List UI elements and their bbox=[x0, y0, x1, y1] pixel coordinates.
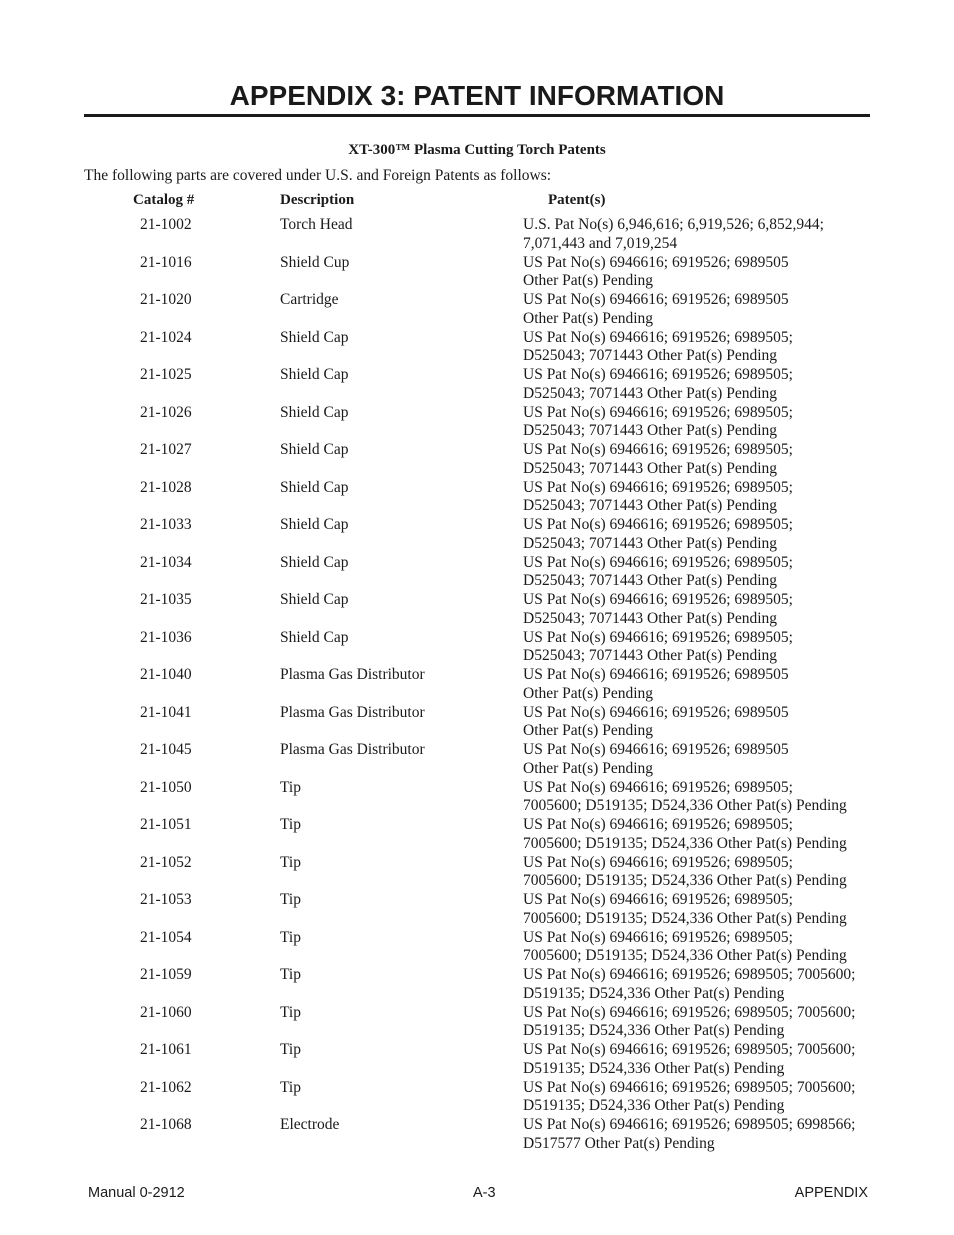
patent-line-1: US Pat No(s) 6946616; 6919526; 6989505 bbox=[523, 703, 789, 721]
patent-line-1: US Pat No(s) 6946616; 6919526; 6989505; bbox=[523, 516, 793, 533]
catalog-number: 21-1002 bbox=[140, 216, 192, 233]
patent-info bbox=[523, 291, 873, 328]
part-description: Shield Cap bbox=[280, 553, 349, 571]
catalog-number: 21-1053 bbox=[140, 891, 192, 908]
part-description: Shield Cap bbox=[280, 591, 349, 608]
patent-line-1: US Pat No(s) 6946616; 6919526; 6989505 bbox=[523, 741, 789, 758]
patent-line-2: D525043; 7071443 Other Pat(s) Pending bbox=[523, 422, 778, 439]
patent-line-2: 7005600; D519135; D524,336 Other Pat(s) Pending bbox=[523, 872, 847, 889]
table-row bbox=[0, 404, 954, 442]
patent-line-2: D525043; 7071443 Other Pat(s) Pending bbox=[523, 459, 778, 477]
section-subtitle: XT-300™ Plasma Cutting Torch Patents bbox=[348, 142, 606, 158]
patent-line-1: US Pat No(s) 6946616; 6919526; 6989505; bbox=[523, 778, 793, 796]
table-row bbox=[0, 929, 954, 967]
part-description: Torch Head bbox=[280, 216, 353, 233]
table-row bbox=[0, 479, 954, 517]
intro-text: The following parts are covered under U.S. and Foreign Patents as follows: bbox=[84, 167, 552, 184]
patent-line-2: D519135; D524,336 Other Pat(s) Pending bbox=[523, 1097, 785, 1114]
catalog-number: 21-1028 bbox=[140, 478, 192, 496]
catalog-number: 21-1059 bbox=[140, 966, 192, 983]
patent-info bbox=[523, 591, 873, 628]
catalog-number: 21-1054 bbox=[140, 928, 192, 946]
part-description: Shield Cap bbox=[280, 366, 349, 383]
patent-line-1: US Pat No(s) 6946616; 6919526; 6989505; bbox=[523, 403, 793, 421]
patent-line-1: US Pat No(s) 6946616; 6919526; 6989505; bbox=[523, 591, 793, 608]
table-row bbox=[0, 254, 954, 292]
catalog-number: 21-1062 bbox=[140, 1078, 192, 1096]
part-description: Tip bbox=[280, 1041, 301, 1058]
patent-line-1: US Pat No(s) 6946616; 6919526; 6989505; bbox=[523, 366, 793, 383]
catalog-number: 21-1061 bbox=[140, 1041, 192, 1058]
patent-line-1: US Pat No(s) 6946616; 6919526; 6989505; 7005600; bbox=[523, 966, 856, 983]
table-row bbox=[0, 441, 954, 479]
patent-line-2: D525043; 7071443 Other Pat(s) Pending bbox=[523, 384, 778, 402]
table-row bbox=[0, 704, 954, 742]
part-description: Shield Cap bbox=[280, 328, 349, 346]
part-description: Shield Cup bbox=[280, 253, 350, 271]
table-row bbox=[0, 554, 954, 592]
part-description: Tip bbox=[280, 816, 301, 833]
patent-line-2: 7005600; D519135; D524,336 Other Pat(s) Pending bbox=[523, 797, 847, 814]
patent-line-1: US Pat No(s) 6946616; 6919526; 6989505 bbox=[523, 291, 789, 308]
part-description: Cartridge bbox=[280, 291, 339, 308]
part-description: Tip bbox=[280, 891, 301, 908]
patent-line-2: Other Pat(s) Pending bbox=[523, 722, 654, 739]
patent-info bbox=[523, 629, 873, 666]
patent-line-2: Other Pat(s) Pending bbox=[523, 272, 654, 289]
patent-line-2: D525043; 7071443 Other Pat(s) Pending bbox=[523, 497, 778, 514]
catalog-number: 21-1052 bbox=[140, 853, 192, 871]
catalog-number: 21-1045 bbox=[140, 741, 192, 758]
page-title: APPENDIX 3: PATENT INFORMATION bbox=[229, 80, 725, 111]
patent-line-2: 7,071,443 and 7,019,254 bbox=[523, 234, 678, 252]
catalog-number: 21-1041 bbox=[140, 703, 192, 721]
catalog-number: 21-1020 bbox=[140, 291, 192, 308]
patent-line-1: US Pat No(s) 6946616; 6919526; 6989505; 7005600; bbox=[523, 1078, 856, 1096]
patent-info bbox=[523, 966, 873, 1003]
catalog-number: 21-1035 bbox=[140, 591, 192, 608]
patent-info bbox=[523, 704, 873, 741]
patent-line-1: US Pat No(s) 6946616; 6919526; 6989505; 7005600; bbox=[523, 1041, 856, 1058]
table-row bbox=[0, 216, 954, 254]
patent-line-1: US Pat No(s) 6946616; 6919526; 6989505; bbox=[523, 853, 793, 871]
table-row bbox=[0, 779, 954, 817]
patent-line-1: US Pat No(s) 6946616; 6919526; 6989505; bbox=[523, 478, 793, 496]
part-description: Shield Cap bbox=[280, 628, 349, 646]
footer-section: APPENDIX bbox=[794, 1185, 868, 1201]
catalog-number: 21-1025 bbox=[140, 366, 192, 383]
header-description: Description bbox=[280, 192, 355, 208]
catalog-number: 21-1026 bbox=[140, 403, 192, 421]
patent-line-1: US Pat No(s) 6946616; 6919526; 6989505 bbox=[523, 666, 789, 683]
catalog-number: 21-1060 bbox=[140, 1003, 192, 1021]
patent-info bbox=[523, 854, 873, 891]
part-description: Plasma Gas Distributor bbox=[280, 741, 425, 758]
patent-line-1: US Pat No(s) 6946616; 6919526; 6989505; bbox=[523, 816, 793, 833]
part-description: Electrode bbox=[280, 1116, 340, 1133]
patent-line-1: US Pat No(s) 6946616; 6919526; 6989505; bbox=[523, 553, 793, 571]
patent-info bbox=[523, 1116, 873, 1153]
catalog-number: 21-1040 bbox=[140, 666, 192, 683]
patent-line-2: 7005600; D519135; D524,336 Other Pat(s) Pending bbox=[523, 947, 847, 964]
part-description: Shield Cap bbox=[280, 403, 349, 421]
part-description: Tip bbox=[280, 853, 301, 871]
table-row bbox=[0, 1079, 954, 1117]
patent-info bbox=[523, 666, 873, 703]
patent-line-1: U.S. Pat No(s) 6,946,616; 6,919,526; 6,852,944; bbox=[523, 216, 824, 233]
patent-info bbox=[523, 929, 873, 966]
patent-info bbox=[523, 479, 873, 516]
table-row bbox=[0, 329, 954, 367]
patent-line-2: 7005600; D519135; D524,336 Other Pat(s) Pending bbox=[523, 834, 847, 852]
table-row bbox=[0, 854, 954, 892]
table-row bbox=[0, 741, 954, 779]
patent-line-2: 7005600; D519135; D524,336 Other Pat(s) Pending bbox=[523, 909, 847, 927]
patent-line-2: D525043; 7071443 Other Pat(s) Pending bbox=[523, 534, 778, 552]
part-description: Tip bbox=[280, 1078, 301, 1096]
patent-info bbox=[523, 516, 873, 553]
table-row bbox=[0, 816, 954, 854]
part-description: Tip bbox=[280, 928, 301, 946]
patent-line-1: US Pat No(s) 6946616; 6919526; 6989505 bbox=[523, 253, 789, 271]
patent-info bbox=[523, 1079, 873, 1116]
table-row bbox=[0, 666, 954, 704]
patent-line-2: D519135; D524,336 Other Pat(s) Pending bbox=[523, 1022, 785, 1039]
table-row bbox=[0, 891, 954, 929]
catalog-number: 21-1033 bbox=[140, 516, 192, 533]
part-description: Shield Cap bbox=[280, 478, 349, 496]
patent-info bbox=[523, 1004, 873, 1041]
patent-info bbox=[523, 554, 873, 591]
catalog-number: 21-1051 bbox=[140, 816, 192, 833]
header-patents: Patent(s) bbox=[548, 192, 606, 208]
part-description: Tip bbox=[280, 778, 301, 796]
catalog-number: 21-1024 bbox=[140, 328, 192, 346]
title-rule bbox=[84, 114, 870, 117]
patent-line-2: D519135; D524,336 Other Pat(s) Pending bbox=[523, 984, 785, 1002]
patent-line-2: D517577 Other Pat(s) Pending bbox=[523, 1134, 715, 1152]
table-row bbox=[0, 629, 954, 667]
patent-line-2: Other Pat(s) Pending bbox=[523, 684, 654, 702]
table-row bbox=[0, 591, 954, 629]
patent-line-1: US Pat No(s) 6946616; 6919526; 6989505; 6998566; bbox=[523, 1116, 856, 1133]
patent-info bbox=[523, 779, 873, 816]
patent-line-2: Other Pat(s) Pending bbox=[523, 759, 654, 777]
patent-line-2: D519135; D524,336 Other Pat(s) Pending bbox=[523, 1059, 785, 1077]
catalog-number: 21-1036 bbox=[140, 628, 192, 646]
patent-info bbox=[523, 891, 873, 928]
footer-manual-number: Manual 0-2912 bbox=[88, 1185, 185, 1201]
patent-line-1: US Pat No(s) 6946616; 6919526; 6989505; 7005600; bbox=[523, 1003, 856, 1021]
part-description: Tip bbox=[280, 966, 301, 983]
table-row bbox=[0, 516, 954, 554]
patent-line-2: D525043; 7071443 Other Pat(s) Pending bbox=[523, 347, 778, 364]
part-description: Shield Cap bbox=[280, 441, 349, 458]
catalog-number: 21-1016 bbox=[140, 253, 192, 271]
patent-line-2: D525043; 7071443 Other Pat(s) Pending bbox=[523, 609, 778, 627]
patent-line-1: US Pat No(s) 6946616; 6919526; 6989505; bbox=[523, 328, 793, 346]
patent-info bbox=[523, 216, 873, 253]
patent-line-2: D525043; 7071443 Other Pat(s) Pending bbox=[523, 572, 778, 589]
table-row bbox=[0, 291, 954, 329]
patent-info bbox=[523, 404, 873, 441]
part-description: Shield Cap bbox=[280, 516, 349, 533]
table-row bbox=[0, 1116, 954, 1154]
header-catalog: Catalog # bbox=[133, 192, 195, 208]
table-row bbox=[0, 1004, 954, 1042]
patent-line-1: US Pat No(s) 6946616; 6919526; 6989505; bbox=[523, 628, 793, 646]
catalog-number: 21-1068 bbox=[140, 1116, 192, 1133]
patent-info bbox=[523, 441, 873, 478]
catalog-number: 21-1034 bbox=[140, 553, 192, 571]
part-description: Plasma Gas Distributor bbox=[280, 666, 425, 683]
patent-line-2: D525043; 7071443 Other Pat(s) Pending bbox=[523, 647, 778, 664]
catalog-number: 21-1050 bbox=[140, 778, 192, 796]
table-row bbox=[0, 966, 954, 1004]
table-row bbox=[0, 1041, 954, 1079]
patent-line-1: US Pat No(s) 6946616; 6919526; 6989505; bbox=[523, 891, 793, 908]
part-description: Tip bbox=[280, 1003, 301, 1021]
patent-info bbox=[523, 816, 873, 853]
patent-info bbox=[523, 254, 873, 291]
patent-info bbox=[523, 741, 873, 778]
patent-info bbox=[523, 329, 873, 366]
catalog-number: 21-1027 bbox=[140, 441, 192, 458]
patent-line-1: US Pat No(s) 6946616; 6919526; 6989505; bbox=[523, 928, 793, 946]
part-description: Plasma Gas Distributor bbox=[280, 703, 425, 721]
footer-page-number: A-3 bbox=[473, 1185, 496, 1201]
patent-table bbox=[0, 216, 954, 1154]
patent-line-1: US Pat No(s) 6946616; 6919526; 6989505; bbox=[523, 441, 793, 458]
patent-info bbox=[523, 366, 873, 403]
patent-info bbox=[523, 1041, 873, 1078]
patent-line-2: Other Pat(s) Pending bbox=[523, 309, 654, 327]
table-row bbox=[0, 366, 954, 404]
